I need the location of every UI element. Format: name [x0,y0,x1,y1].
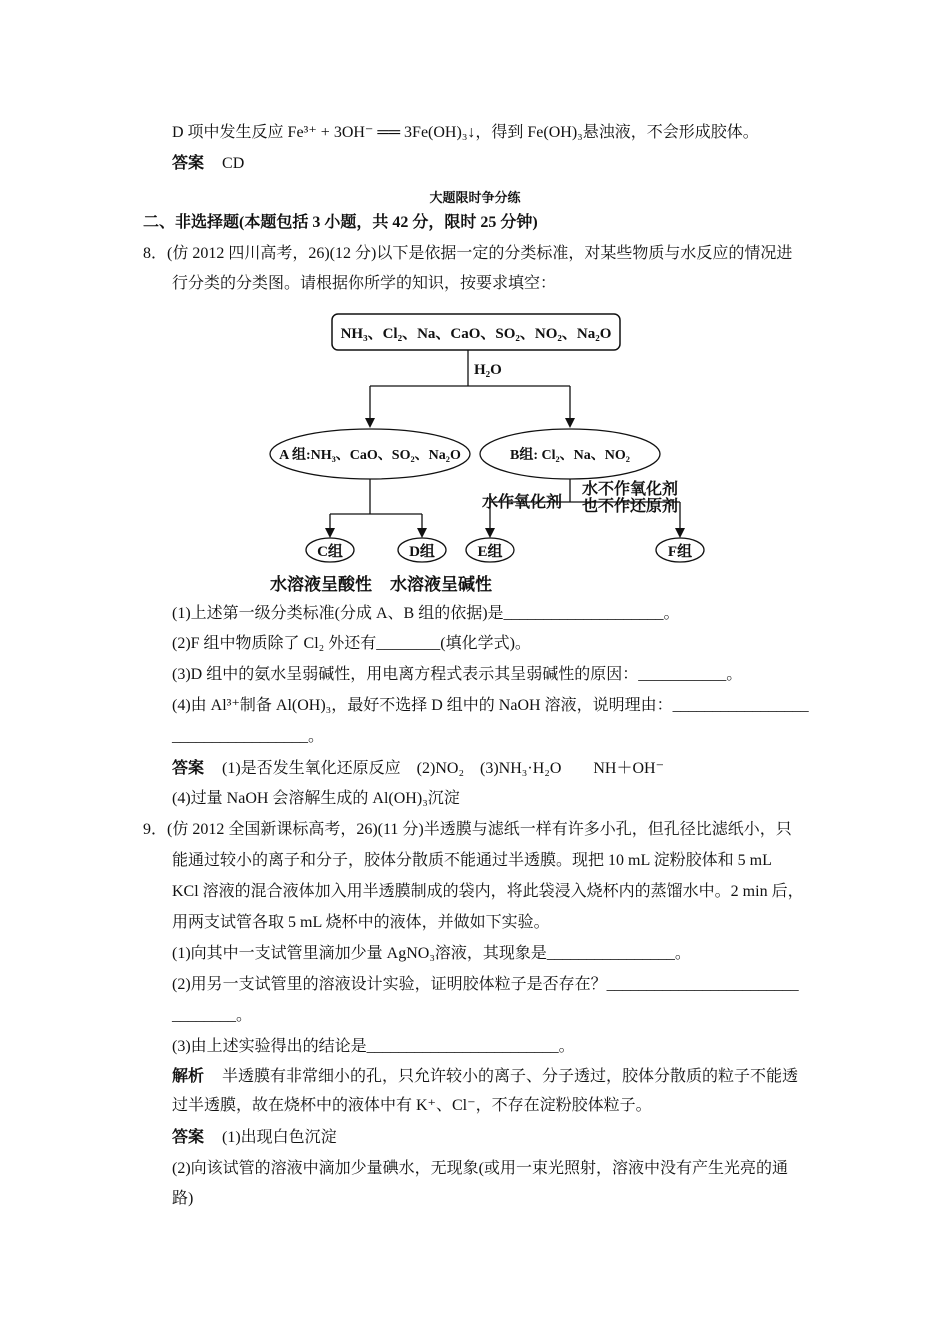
answer-label: 答案 [172,1129,205,1146]
q9-sub3: (3)由上述实验得出的结论是________________________。 [172,1038,575,1055]
answer-label: 答案 [172,155,205,172]
answer-value: (1)是否发生氧化还原反应 (2)NO₂ (3)NH₃·H₂O NH＋OH⁻ [222,760,665,777]
q9-sub2a: (2)用另一支试管里的溶液设计实验，证明胶体粒子是否存在？________________________ [172,976,799,993]
q8-answer-line2: (4)过量 NaOH 会溶解生成的 Al(OH)₃沉淀 [172,790,460,807]
group-f-text: F组 [667,544,693,560]
answer-value: (1)出现白色沉淀 [222,1129,337,1146]
basic-label: 水溶液呈碱性 [390,575,492,594]
acidic-label: 水溶液呈酸性 [270,575,372,594]
answer-value: CD [222,155,245,172]
q8-sub4b: _________________。 [172,728,325,745]
analysis-label: 解析 [172,1068,205,1085]
q9-line1: 9．(仿 2012 全国新课标高考，26)(11 分)半透膜与滤纸一样有许多小孔，但孔径比滤纸小，只 [143,821,792,838]
arrow-head [675,528,685,538]
q9-sub1: (1)向其中一支试管里滴加少量 AgNO₃溶液，其现象是________________。 [172,945,691,962]
q8-line1: 8．(仿 2012 四川高考，26)(12 分)以下是依据一定的分类标准，对某些物质与水反应的情况进 [143,245,793,262]
group-a-text: A 组:NH₃、CaO、SO₂、Na₂O [279,448,461,463]
arrow-head [417,528,427,538]
arrow-head [485,528,495,538]
neither-label-2: 也不作还原剂 [582,498,679,515]
classification-diagram [260,308,720,598]
arrow-head [365,418,375,428]
neither-label-1: 水不作氧化剂 [582,481,679,498]
group-b-text: B组: Cl₂、Na、NO₂ [509,448,631,463]
q8-sub3: (3)D 组中的氨水呈弱碱性，用电离方程式表示其呈弱碱性的原因：___________。 [172,666,743,683]
answer-line [172,153,244,175]
q9-answer-line2: (2)向该试管的溶液中滴加少量碘水，无现象(或用一束光照射，溶液中没有产生光亮的通 [172,1160,788,1177]
oxidant-label: 水作氧化剂 [482,494,563,511]
arrow-head [565,418,575,428]
group-e-text: E组 [477,544,503,560]
arrow-head [325,528,335,538]
q9-line3: KCl 溶液的混合液体加入用半透膜制成的袋内，将此袋浸入烧杯内的蒸馏水中。2 min 后， [172,883,804,900]
q9-analysis-line1 [172,1066,798,1088]
q9-answer-line1 [172,1127,337,1149]
q9-answer-line3: 路) [172,1190,194,1207]
q9-analysis-line2: 过半透膜，故在烧杯中的液体中有 K⁺、Cl⁻，不存在淀粉胶体粒子。 [172,1097,652,1114]
q9-line2: 能通过较小的离子和分子，胶体分散质不能通过半透膜。现把 10 mL 淀粉胶体和 5 mL [172,852,772,869]
top-box-text: NH₃、Cl₂、Na、CaO、SO₂、NO₂、Na₂O [340,326,612,342]
text-line: D 项中发生反应 Fe³⁺ + 3OH⁻ ══ 3Fe(OH)₃↓，得到 Fe(OH)₃悬浊液，不会形成胶体。 [172,124,759,141]
answer-label: 答案 [172,760,205,777]
h2o-label: H₂O [474,362,502,378]
q8-sub4a: (4)由 Al³⁺制备 Al(OH)₃，最好不选择 D 组中的 NaOH 溶液，说明理由：_________________ [172,697,809,714]
group-c-text: C组 [317,544,343,560]
analysis-text: 半透膜有非常细小的孔，只允许较小的离子、分子透过，胶体分散质的粒子不能透 [222,1068,799,1085]
q8-sub1: (1)上述第一级分类标准(分成 A、B 组的依据)是____________________。 [172,605,680,622]
q8-line2: 行分类的分类图。请根据你所学的知识，按要求填空： [172,275,557,292]
q9-line4: 用两支试管各取 5 mL 烧杯中的液体，并做如下实验。 [172,914,550,931]
section-heading: 二、非选择题(本题包括 3 小题，共 42 分，限时 25 分钟) [143,214,538,231]
q8-sub2: (2)F 组中物质除了 Cl₂ 外还有________(填化学式)。 [172,635,531,652]
section-title: 大题限时争分练 [429,190,521,205]
q8-answer-line1 [172,758,664,780]
q9-sub2b: ________。 [172,1007,253,1024]
group-d-text: D组 [409,544,435,560]
